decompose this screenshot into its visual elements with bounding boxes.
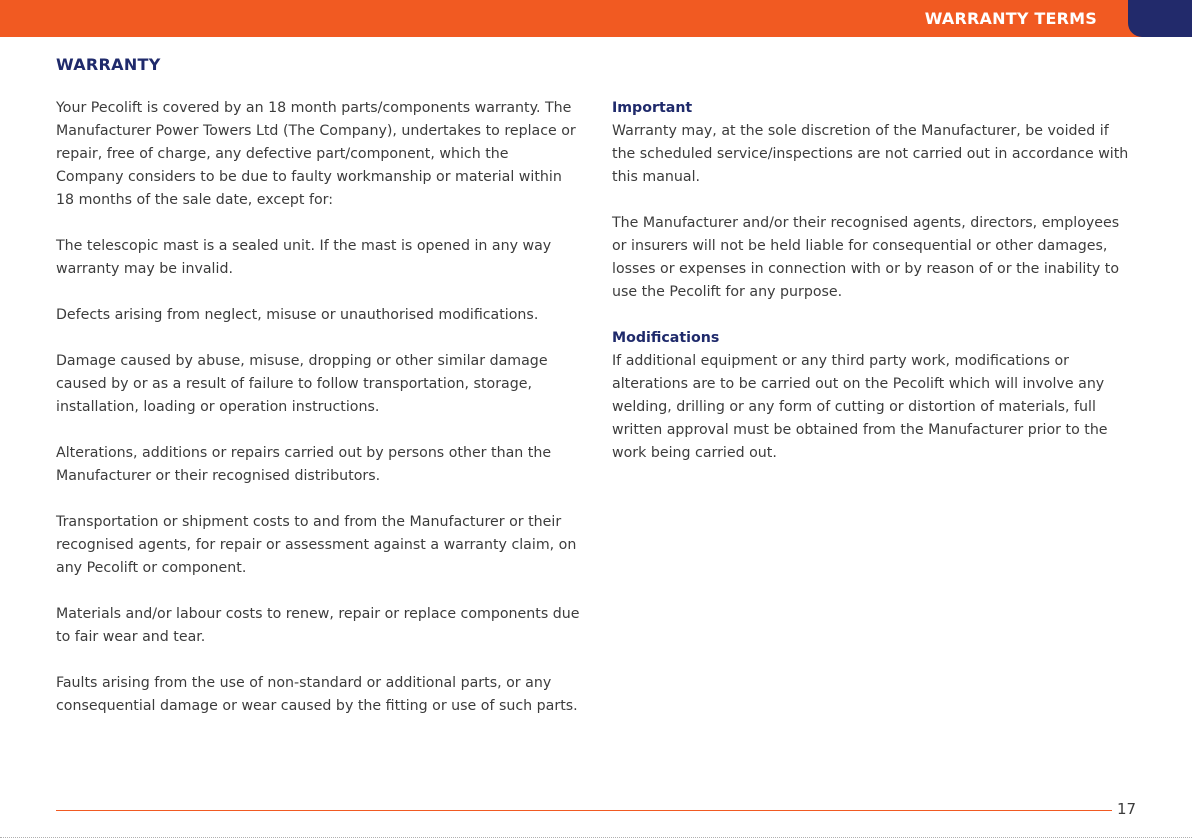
paragraph-faults: Faults arising from the use of non-standard or additional parts, or any consequential damage or wear caused by the fitting or use of such parts. <box>56 675 578 714</box>
left-column <box>56 97 580 741</box>
modifications-text: If additional equipment or any third party work, modifications or alterations are to be carried out on the Pecolift which will involve any welding, drilling or any form of cutting or distortion of materials, full written approval must be obtained from the Manufacturer prior to the work being carried out. <box>612 353 1108 461</box>
paragraph-mast: The telescopic mast is a sealed unit. If the mast is opened in any way warranty may be invalid. <box>56 238 552 277</box>
important-text: Warranty may, at the sole discretion of the Manufacturer, be voided if the scheduled service/inspections are not carried out in accordance with this manual. <box>612 123 1129 185</box>
paragraph-damage: Damage caused by abuse, misuse, dropping or other similar damage caused by or as a result of failure to follow transportation, storage, installation, loading or operation instructions. <box>56 353 548 415</box>
paragraph-wear: Materials and/or labour costs to renew, repair or replace components due to fair wear and tear. <box>56 606 580 645</box>
paragraph-neglect: Defects arising from neglect, misuse or unauthorised modifications. <box>56 307 539 323</box>
section-title: WARRANTY TERMS <box>924 9 1097 28</box>
modifications-section <box>612 327 1136 465</box>
modifications-heading: Modifications <box>612 330 720 346</box>
important-section <box>612 97 1136 189</box>
header-bar <box>0 0 1192 37</box>
important-heading: Important <box>612 100 693 116</box>
paragraph-alterations: Alterations, additions or repairs carried out by persons other than the Manufacturer or their recognised distributors. <box>56 445 552 484</box>
paragraph-coverage: Your Pecolift is covered by an 18 month parts/components warranty. The Manufacturer Power Towers Ltd (The Company), undertakes to replace or repair, free of charge, any defective part/component, which the Company considers to be due to faulty workmanship or material within 18 months of the sale date, except for: <box>56 100 576 208</box>
right-column <box>612 97 1136 488</box>
footer-rule <box>56 810 1112 811</box>
bottom-border <box>0 837 1192 838</box>
header-tab <box>1128 0 1192 37</box>
page-number: 17 <box>1117 800 1137 818</box>
page-title: WARRANTY <box>56 55 161 74</box>
liability-text: The Manufacturer and/or their recognised agents, directors, employees or insurers will not be held liable for consequential or other damages, losses or expenses in connection with or by reason of or the inability to use the Pecolift for any purpose. <box>612 215 1120 300</box>
paragraph-transport: Transportation or shipment costs to and from the Manufacturer or their recognised agents, for repair or assessment against a warranty claim, on any Pecolift or component. <box>56 514 577 576</box>
